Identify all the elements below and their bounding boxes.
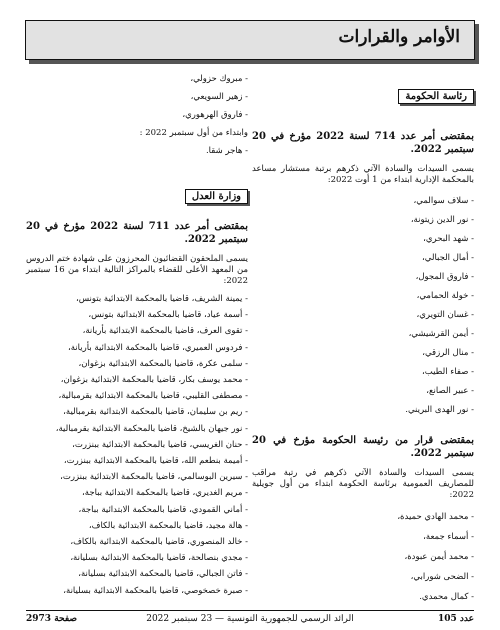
list-item: - مريم الغديري، قاضيا بالمحكمة الابتدائية بباجة، (82, 488, 248, 499)
list-item: - محمد يوسف بكار، قاضيا بالمحكمة الابتدائية بزغوان، (60, 375, 248, 386)
gov-decree-1-list (252, 192, 474, 420)
list-item: - فاتن الجبالي، قاضيا بالمحكمة الابتدائية بسليانة، (78, 569, 248, 580)
justice-names-list (26, 291, 248, 599)
list-item: - غسان التويري، (416, 310, 474, 320)
gov-decree-2-title: بمقتضى قرار من رئيسة الحكومة مؤرخ في 20 سبتمبر 2022. (252, 435, 474, 459)
list-item: - سلمى عكرة، قاضيا بالمحكمة الابتدائية بزغوان، (78, 358, 248, 369)
justice-decree-title: بمقتضى أمر عدد 711 لسنة 2022 مؤرخ في 20 سبتمبر 2022. (26, 221, 248, 245)
list-item: - أسماء جمعة، (423, 532, 474, 542)
list-item: - أسمة عياد، قاضيا بالمحكمة الابتدائية بتونس، (88, 310, 248, 321)
list-item: - سلاف سوالمي، (413, 196, 474, 206)
list-item: - شهد البحري، (423, 234, 474, 244)
list-item: - نور جيهان بالشيخ، قاضيا بالمحكمة الابتدائية بقرمبالية، (55, 423, 248, 434)
list-item: - الضحى شورابي، (410, 572, 474, 582)
list-item: - هاجر شقا. (205, 146, 248, 156)
gov-section-header: رئاسة الحكومة (398, 89, 474, 104)
list-item: - محمد أيمن عبودة، (404, 552, 474, 562)
right-column (252, 80, 474, 607)
justice-decree-body: يسمى الملحقون القضائيون المحرزون على شهادة ختم الدروس من المعهد الأعلى للقضاء بالمراكز التالية ابتداء من 16 سبتمبر 2022: (26, 254, 248, 286)
justice-section-header: وزارة العدل (185, 189, 248, 204)
list-item: - صفاء الطيب، (422, 367, 474, 377)
list-item: - نور الدين زيتونة، (410, 215, 474, 225)
gazette-title: الرائد الرسمي للجمهورية التونسية — 23 سبتمبر 2022 (146, 614, 354, 624)
list-item: - صبرة خصخوصي، قاضيا بالمحكمة الابتدائية بسليانة، (63, 585, 248, 596)
list-item: - محمد الهادي حميدة، (397, 512, 474, 522)
list-item: - كمال محمدي. (419, 592, 474, 602)
continued-names-list (26, 70, 248, 160)
list-item: - فاروق المجول، (415, 272, 474, 282)
issue-number: عدد 105 (437, 614, 474, 624)
list-item: - فردوس العميري، قاضيا بالمحكمة الابتدائية بأريانة، (68, 342, 248, 353)
list-item: - تقوى العرف، قاضيا بالمحكمة الابتدائية بأريانة، (82, 326, 248, 337)
list-item: - أمال الجبالي، (422, 253, 474, 263)
list-item: - مبروك حزولي، (190, 74, 248, 84)
list-item: - خالد المنصوري، قاضيا بالمحكمة الابتدائية بالكاف، (70, 537, 248, 548)
gov-decree-2-body: يسمى السيدات والسادة الآتي ذكرهم في رتبة مراقب للمصاريف العمومية برئاسة الحكومة ابتداء من أول جويلية 2022: (252, 468, 474, 500)
gov-decree-1-title: بمقتضى أمر عدد 714 لسنة 2022 مؤرخ في 20 سبتمبر 2022. (252, 131, 474, 155)
list-item: - خولة الحمامي، (416, 291, 474, 301)
footer-divider (26, 610, 474, 611)
list-item: - فاروق الهرهوري، (182, 110, 248, 120)
list-item: - زهير السويعي، (190, 92, 248, 102)
gov-decree-1-body: يسمى السيدات والسادة الآتي ذكرهم برتبة مستشار مساعد بالمحكمة الإدارية ابتداء من 1 أوت 2022: (252, 164, 474, 185)
list-item: - سيرين البوسالمي، قاضيا بالمحكمة الابتدائية ببنزرت، (60, 472, 248, 483)
list-item: - مصطفى القليبي، قاضيا بالمحكمة الابتدائية بقرمبالية، (58, 391, 248, 402)
list-item: - ريم بن سليمان، قاضيا بالمحكمة الابتدائية بقرمبالية، (63, 407, 248, 418)
list-item: - نور الهدى البريني. (405, 405, 474, 415)
gov-decree-2-list (252, 507, 474, 607)
page-footer (26, 614, 474, 628)
list-item: - عبير الصانع، (426, 386, 474, 396)
list-item: - مجدي بنصالحة، قاضيا بالمحكمة الابتدائية بسليانة، (70, 553, 248, 564)
list-item: - منال الرزقي، (422, 348, 474, 358)
list-item: - أماني القمودي، قاضيا بالمحكمة الابتدائية بباجة، (78, 504, 248, 515)
page-number: صفحة 2973 (26, 614, 78, 624)
list-item: - هالة مجيد، قاضيا بالمحكمة الابتدائية بالكاف، (88, 520, 248, 531)
left-column (26, 74, 248, 599)
list-item: - أميمة بنطعم الله، قاضيا بالمحكمة الابتدائية ببنزرت، (63, 456, 248, 467)
section-banner (25, 20, 475, 60)
list-item: - أيمن القرشيشي، (408, 329, 474, 339)
list-item: - حنان الغريسي، قاضيا بالمحكمة الابتدائية ببنزرت، (72, 439, 248, 450)
section-title: الأوامر والقرارات (338, 27, 460, 47)
list-item: وابتداء من أول سبتمبر 2022 : (139, 128, 248, 138)
list-item: - يمينة الشريف، قاضيا بالمحكمة الابتدائية بتونس، (75, 294, 248, 304)
